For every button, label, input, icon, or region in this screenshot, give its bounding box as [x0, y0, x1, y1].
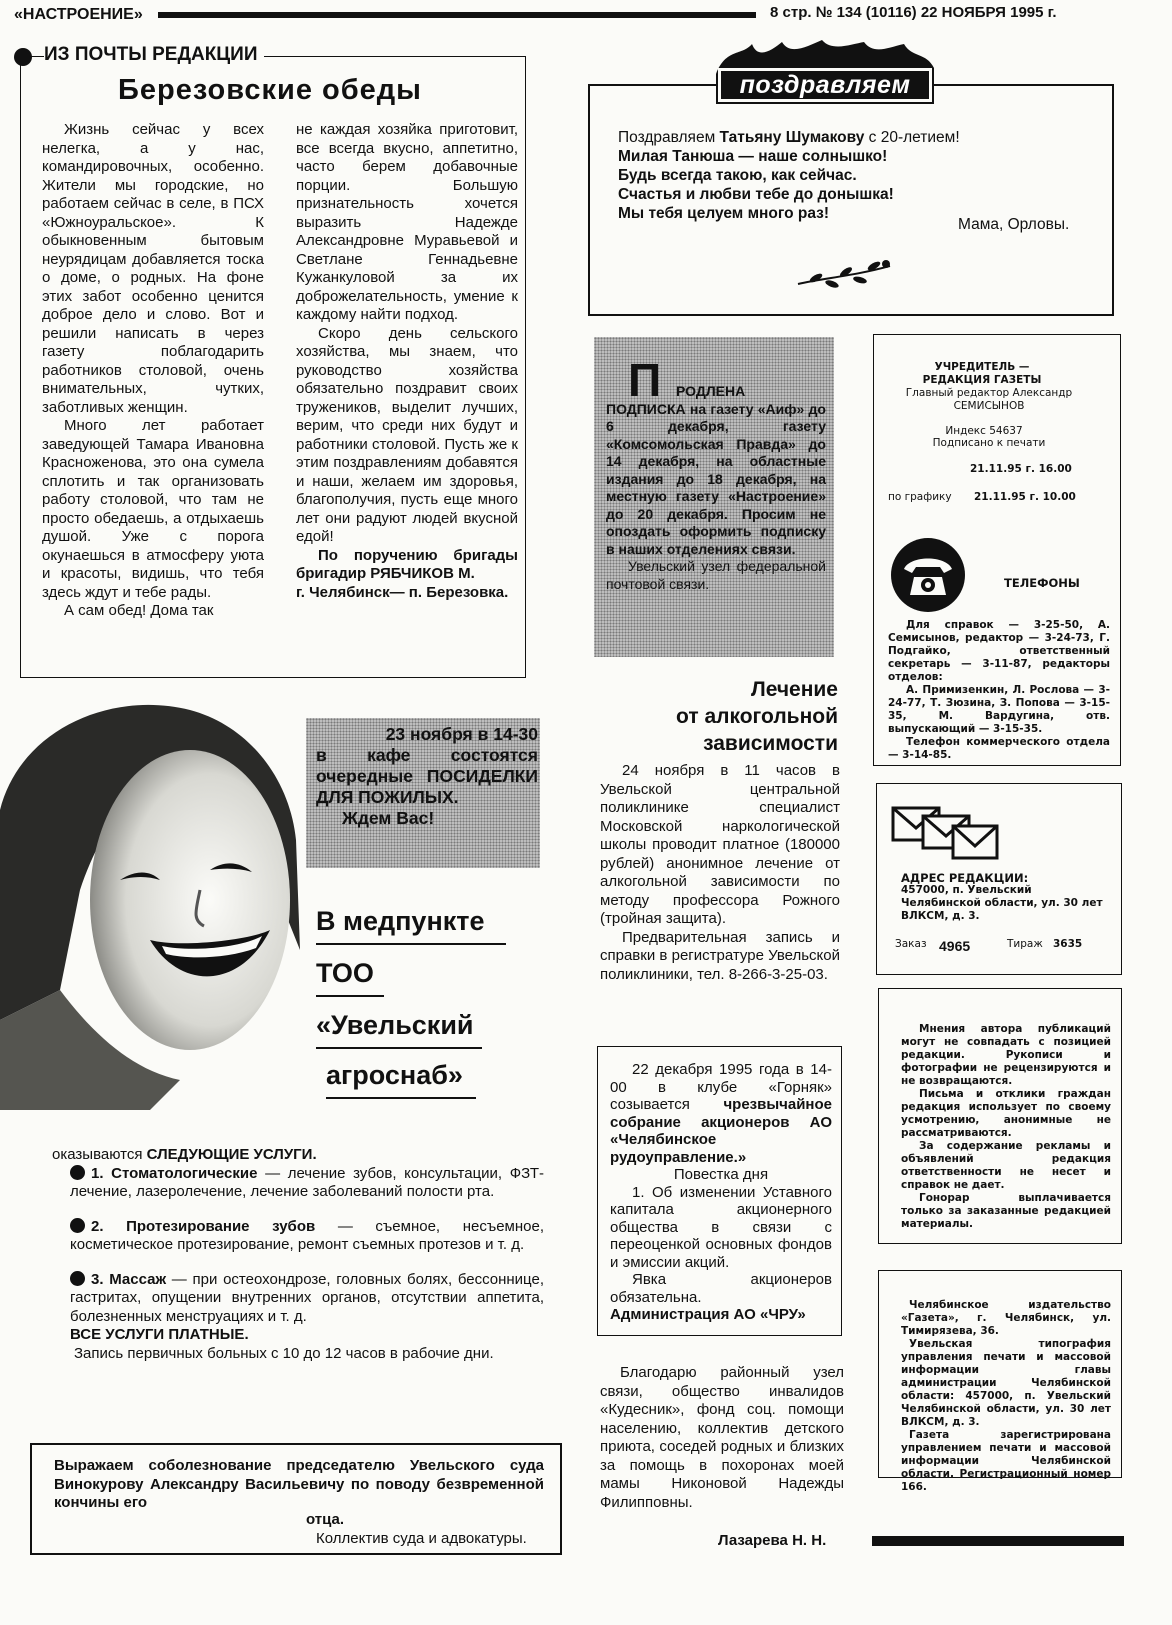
service-title: 2. Протезирование зубов: [91, 1217, 316, 1235]
paid-note: ВСЕ УСЛУГИ ПЛАТНЫЕ.: [70, 1326, 249, 1343]
letter-title: Березовские обеды: [118, 74, 422, 106]
paragraph: Много лет работает заведующей Тамара Ивановна Красноженова, это она сумела сплотить и так организовать работу столовой, что там не просто обедаешь, а отдыхаешь душой. Уже с порога окунаешься в атмосферу уюта и красоты, видишь, что тебя здесь ждут и тебе рады.: [42, 417, 264, 601]
greeting-line: Будь всегда такою, как сейчас.: [618, 167, 857, 184]
envelopes-icon: [891, 806, 1001, 862]
greeting-line: Поздравляем Татьяну Шумакову с 20-летием!: [618, 129, 960, 146]
thanks-text: Благодарю районный узел связи, общество инвалидов «Кудесник», фонд соц. помощи населению, коллектив детского приюта, соседей родных и близких за помощь в похоронах моей мамы Никоновой Надежды Филипповны.: [600, 1364, 844, 1511]
schedule-label: по графику: [888, 491, 952, 503]
index: Индекс 54637: [945, 425, 1023, 437]
greeting-text: [618, 128, 1098, 223]
address-text: 457000, п. Увельский Челябинской области, ул. 30 лет ВЛКСМ, д. 3.: [901, 884, 1103, 922]
schedule-time: 21.11.95 г. 10.00: [974, 491, 1076, 503]
disclaimer-paragraph: Гонорар выплачивается только за заказанные редакцией материалы.: [901, 1192, 1111, 1230]
attendance-note: Явка акционеров обязательна.: [610, 1271, 832, 1306]
service-title: 3. Массаж: [91, 1270, 167, 1288]
print-run-value: 3635: [1053, 938, 1083, 950]
agenda-item: 1. Об изменении Уставного капитала акционерного общества в связи с переоценкой основных фондов и эмиссии акций.: [610, 1183, 832, 1271]
shareholders-signature: Администрация АО «ЧРУ»: [610, 1306, 806, 1323]
phones-title: ТЕЛЕФОНЫ: [1004, 576, 1080, 590]
signed-label: Подписано к печати: [932, 437, 1046, 449]
paragraph: Жизнь сейчас у всех нелегка, а у нас, командировочных, особенно. Жители мы городские, но работаем сейчас в селе, в ПСХ «Южноуральское». К обыкновенным бытовым неурядицам добавляется тоска о доме, о родных. На фоне этих забот особенно ценится доброе дело и слово. Вот и решили написать в через газету поблагодарить работников столовой, очень внимательных, чутких, заботливых женщин.: [42, 121, 264, 416]
imprint-box: [873, 334, 1121, 766]
subscription-notice: [594, 337, 834, 657]
gathering-date: 23 ноября в 14-30: [385, 724, 538, 744]
greeting-banner-text: поздравляем: [739, 71, 911, 99]
flower-sprig-icon: [794, 256, 894, 296]
publisher-paragraph: Увельская типография управления печати и массовой информации главы администрации Челябинской области: 457000, п. Увельский Челябинской области, ул. 30 лет ВЛКСМ, д. 3.: [901, 1338, 1111, 1428]
letter-signature: По поручению бригады бригадир РЯБЧИКОВ М.: [296, 546, 518, 582]
subscription-signature: Увельский узел федеральной почтовой связи.: [606, 558, 826, 592]
condolence-end: отца.: [306, 1511, 345, 1528]
condolence-notice: [30, 1443, 562, 1555]
gathering-invite: Ждем Вас!: [342, 808, 435, 828]
founder: УЧРЕДИТЕЛЬ — РЕДАКЦИЯ ГАЗЕТЫ: [922, 361, 1042, 386]
disclaimer-paragraph: Письма и отклики граждан редакция использует по своему усмотрению, анонимные не рассматриваются.: [901, 1088, 1111, 1139]
medpoint-heading-4: агроснаб»: [326, 1060, 463, 1090]
schedule-note: Запись первичных больных с 10 до 12 часов в рабочие дни.: [74, 1344, 494, 1362]
bullet-icon: [70, 1271, 85, 1286]
publisher-paragraph: Челябинское издательство «Газета», г. Челябинск, ул. Тимирязева, 36.: [901, 1299, 1111, 1337]
subscription-text: РОДЛЕНА ПОДПИСКА на газету «Аиф» до 6 декабря, газету «Комсомольская Правда» до 14 декабря, на областные издания до 18 декабря, на местную газету «Настроение» до 20 декабря. Просим не опоздать оформить подписку в наших отделениях связи. Увельский узел федеральной почтовой связи.: [606, 383, 826, 592]
greeting-name: Татьяну Шумакову: [719, 129, 865, 146]
greeting-signature: Мама, Орловы.: [958, 216, 1070, 233]
signed-time: 21.11.95 г. 16.00: [970, 463, 1072, 475]
disclaimer-box: [878, 988, 1122, 1244]
letter-column-2: [296, 121, 518, 602]
editor: Главный редактор Александр СЕМИСЫНОВ: [905, 387, 1073, 412]
bullet-icon: [70, 1218, 85, 1233]
paragraph: 24 ноября в 11 часов в Увельской центральной поликлинике специалист Московской наркологической школы проводит платное (180000 рублей) анонимное лечение от алкогольной зависимости по методу профессора Рожного (тройная защита).: [600, 762, 840, 927]
paragraph: А сам обед! Дома так: [64, 602, 214, 619]
condolence-text: Выражаем соболезнование председателю Увельского суда Винокурову Александру Васильевичу по поводу безвременной кончины его: [54, 1457, 544, 1511]
print-run-label: Тираж: [1007, 938, 1043, 950]
header-rule: [158, 12, 756, 18]
order-number: 4965: [939, 938, 971, 954]
letter-place: г. Челябинск— п. Березовка.: [296, 583, 509, 601]
greeting-line: Мы тебя целуем много раз!: [618, 205, 830, 222]
shareholders-notice: 22 декабря 1995 года в 14-00 в клубе «Горняк» созывается чрезвычайное собрание акционеров АО «Челябинское рудоуправление.» Повестка дня 1. Об изменении Уставного капитала акционерного общества в связи с переоценкой основных фондов и эмиссии акций. Явка акционеров обязательна. Администрация АО «ЧРУ»: [597, 1046, 842, 1336]
services-heading: СЛЕДУЮЩИЕ УСЛУГИ.: [146, 1146, 317, 1163]
rubric-bullet-icon: [14, 48, 32, 66]
phones-info: Для справок — 3-25-50, А. Семисынов, редактор — 3-24-73, Г. Подгайко, ответственный секретарь — 3-11-87, редакторы отделов: А. Примизенкин, Л. Рослова — 3-24-77, Т. Зюзина, З. Попова — 3-15-35, М. Вардугина, отв. выпускающий — 3-15-35. Телефон коммерческого отдела — 3-14-85.: [888, 619, 1110, 761]
publisher-box: [878, 1270, 1122, 1493]
paragraph: не каждая хозяйка приготовит, все всегда вкусно, аппетитно, часто берем добавочные порции. Большую признательность хочется выразить Надежде Александровне Муравьевой и Светлане Геннадьевне Кужанкуловой за их доброжелательность, умение к каждому найти подход.: [296, 121, 518, 323]
gathering-notice: [306, 718, 540, 868]
greeting-line: Счастья и любви тебе до донышка!: [618, 186, 894, 203]
alcohol-title: Лечение от алкогольной зависимости: [676, 678, 838, 755]
paragraph: Скоро день сельского хозяйства, мы знаем, что руководство хозяйства обязательно поздравит своих тружеников, выделит лучших, верим, что среди них будут и работники столовой. Пусть же к этим поздравлениям добавятся и наши, желаем им здоровья, благополучия, пусть еще много лет они радуют людей вкусной едой!: [296, 324, 518, 545]
disclaimer-paragraph: Мнения автора публикаций могут не совпадать с позицией редакции. Рукописи и фотографии не рецензируются и не возвращаются.: [901, 1023, 1111, 1087]
rubric-label: ИЗ ПОЧТЫ РЕДАКЦИИ: [44, 44, 264, 66]
address-title: АДРЕС РЕДАКЦИИ:: [901, 871, 1029, 885]
smiling-woman-photo: [0, 690, 300, 1110]
medpoint-services: оказываются СЛЕДУЮЩИЕ УСЛУГИ. 1. Стоматологические — лечение зубов, консультации, ФЗТ-лечение, лазеролечение, лечение заболеваний полости рта. 2. Протезирование зубов — съемное, несъемное, косметическое протезирование, ремонт съемных протезов и т. д. 3. Массаж — при остеохондрозе, головных болях, бессоннице, гастритах, опущении внутренних органов, отсутствии аппетита, болезненных менструациях и т. д. ВСЕ УСЛУГИ ПЛАТНЫЕ. Запись первичных больных с 10 до 12 часов в рабочие дни.: [52, 1146, 545, 1362]
medpoint-heading-2: ТОО: [316, 958, 374, 988]
order-label: Заказ: [895, 938, 927, 950]
disclaimer-paragraph: За содержание рекламы и объявлений редакция ответственности не несет и справок не дает.: [901, 1140, 1111, 1191]
medpoint-heading-1: В медпункте: [316, 906, 485, 936]
section-name: «НАСТРОЕНИЕ»: [14, 6, 143, 23]
condolence-signature: Коллектив суда и адвокатуры.: [316, 1530, 527, 1547]
greeting-line: Милая Танюша — наше солнышко!: [618, 148, 888, 165]
telephone-icon: [890, 537, 966, 613]
agenda-heading: Повестка дня: [673, 1166, 769, 1183]
medpoint-heading-3: «Увельский: [316, 1010, 474, 1040]
subscription-dropcap: П: [628, 354, 662, 406]
publisher-paragraph: Газета зарегистрирована управлением печати и массовой информации Челябинской области. Регистрационный номер 166.: [901, 1429, 1111, 1493]
bullet-icon: [70, 1165, 85, 1180]
gathering-text: в кафе состоятся очередные ПОСИДЕЛКИ ДЛЯ ПОЖИЛЫХ.: [316, 745, 538, 807]
paragraph: Предварительная запись и справки в регистратуре Увельской поликлиники, тел. 8-266-3-25-03.: [600, 928, 840, 983]
issue-info: 8 стр. № 134 (10116) 22 НОЯБРЯ 1995 г.: [770, 4, 1057, 21]
service-title: 1. Стоматологические: [91, 1164, 258, 1182]
meeting-title: чрезвычайное собрание акционеров АО «Челябинское рудоуправление.»: [610, 1096, 832, 1166]
address-box: [876, 783, 1122, 975]
bottom-rule: [872, 1536, 1124, 1546]
thanks-signature: Лазарева Н. Н.: [718, 1532, 827, 1549]
letter-column-1: [42, 121, 264, 621]
